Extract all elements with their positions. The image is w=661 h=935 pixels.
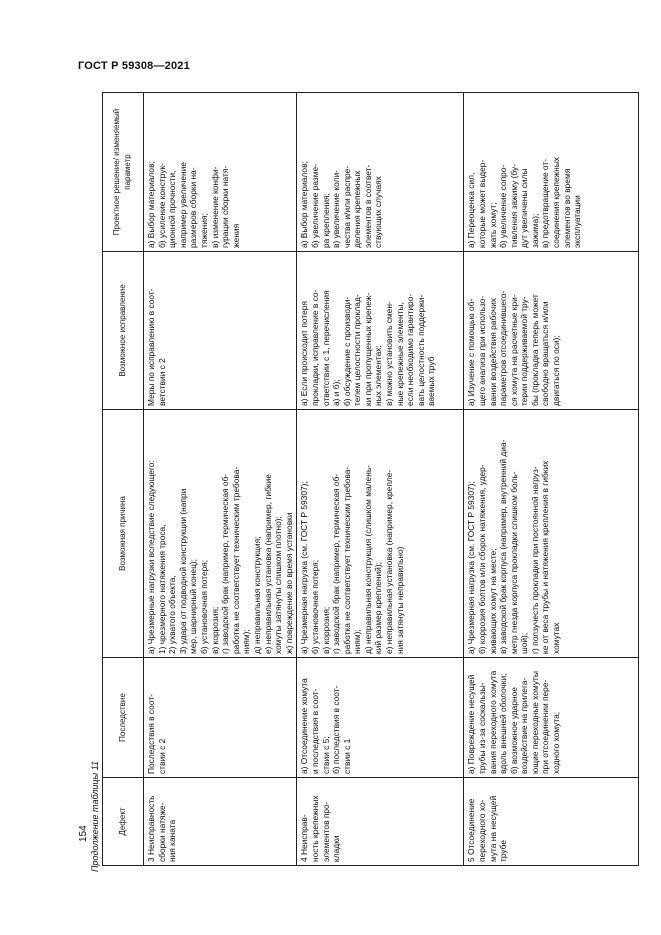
cell-text-line: терии поддерживаемой тру- [519,296,530,406]
cell-text-line: г) заводской брак (например, термическая об- [331,473,342,654]
column-header-consequence: Последствие [103,658,144,778]
cell-text-line: б) увеличение разме- [309,164,320,248]
cell-text-line: работка не соответствует техническим требова- [341,466,352,654]
cell-text-line: зажима); [529,213,540,248]
table-row [144,93,297,866]
cell-text-line: в) заводской брак корпуса (например, внутренний диа- [498,439,509,654]
cell-text-line: шой); [519,632,530,654]
cell-text-line: а) Отсоединение хомута [299,678,310,774]
cell-text-line: хомутах [551,622,562,654]
cell-text-line: живающих хомут на месте; [487,548,498,654]
cell-text-line: Меры по исправлению в соот- [146,288,156,406]
table-11-continuation [102,92,639,866]
cell-text-line: а) Повреждение несущей [466,674,477,774]
cause-cell [144,410,297,658]
cell-text-line: соединения крепежных [551,157,562,248]
cell-text-line: д) неправильная конструкция; [251,536,262,654]
cell-text-line: элементов в соответ- [362,164,373,248]
document-header: ГОСТ Р 59308—2021 [78,60,190,72]
cell-text-line: Последствия в соот- [146,694,156,774]
table-row [297,93,464,866]
cell-text-line: г) ползучесть прокладки при постоянной нагруз- [529,466,540,654]
cell-text-line: хомуты затянуты слишком плотно); [273,516,284,654]
cell-text-line: прокладки, исправление в со- [309,289,320,406]
cell-text-line: а) Чрезмерные нагрузки вследствие следующего: [146,460,156,654]
cell-text-line: ра крепления; [320,193,331,248]
cell-text-line: 2) ухватого объекта, [167,575,178,654]
cell-text-line: ходного хомута; [551,711,562,774]
cell-text-line: а) Если происходит потеря [299,301,310,406]
cell-text-line: д) неправильная конструкция (слишком малень- [362,465,373,654]
column-header-defect: Дефект [103,778,144,866]
cell-text-line: а) и б); [331,379,342,406]
fix-cell [144,252,297,410]
cell-text-line: кладки [331,835,342,862]
consequence-cell [144,658,297,778]
cell-text-line: ствии с 1 [341,738,352,774]
cell-text-line: вания переходного хомута [487,670,498,774]
cell-text-line: е) неправильная установка (например, гибкие [262,474,273,654]
defect-cell [297,778,464,866]
table-continuation-caption: Продолжение таблицы 11 [90,760,100,872]
cell-text-line: вании воздействия рабочих [487,298,498,406]
cell-text-line: телем целостности проклад- [352,294,363,406]
cell-text-line: ж) повреждение во время установки [283,512,294,654]
cell-text-line: мута на несущей [487,795,498,862]
cell-text-line: ке от веса трубы и натяжения крепления в гибких [540,460,551,654]
design-cell [297,93,464,252]
cell-text-line: б) усиление конструк- [156,163,167,248]
cell-text-line: ниям); [352,629,363,654]
cell-text-line: б) установочная потеря; [309,559,320,654]
cell-text-line: щего анализа при использо- [476,295,487,406]
cell-text-line: а) Выбор материалов; [146,161,156,248]
cell-text-line: в) предотвращение от- [540,158,551,248]
cell-text-line: эксплуатации [572,195,583,248]
cell-text-line: размеров сборки на- [188,167,199,248]
cell-text-line: воздействие на прилега- [519,677,530,774]
cell-text-line: бы (прокладка теперь может [529,294,540,406]
cell-text-line: параметров отсоединившего- [498,290,509,406]
cell-text-line: трубе [498,839,509,862]
cause-cell [464,410,639,658]
cell-text-line: ветствии с 2 [156,358,167,406]
design-cell [144,93,297,252]
fix-cell [464,252,639,410]
cell-text-line: ниям); [241,629,252,654]
cell-text-line: ваемых труб [426,356,437,406]
cell-text-line: ния затянуты неправильно) [394,546,405,654]
cell-text-line: в) можно установить смен- [384,301,395,406]
design-cell [464,93,639,252]
cell-text-line: ся хомута на расчетные кри- [508,294,519,406]
table-row [464,93,639,866]
cell-text-line: двигаться по оси); [551,335,562,406]
cell-text-line: ность крепежных [309,795,320,862]
cell-text-line: а) Переоценка сил, [466,172,477,248]
cell-text-line: если необходимо гарантиро- [405,293,416,406]
cell-text-line: г) заводской брак (например, термическая об- [220,473,231,654]
cell-text-line: 3) удара от подводной конструкции (напри [177,488,188,654]
cell-text-line: ки при пропущенных крепеж- [362,292,373,406]
cell-text-line: кий размер креплений); [373,562,384,654]
defect-cell [144,778,297,866]
cell-text-line: тивления зажиму (бу- [508,163,519,248]
cell-text-line: гурации сборки натя- [220,165,231,248]
cell-text-line: при отсоединении пере- [540,679,551,774]
cell-text-line: трубы из-за соскальзы- [476,682,487,774]
cell-text-line: мер, шарнирный конец); [188,559,199,654]
column-header-design: Проектное решение/ изменяемый параметр [103,93,144,252]
cell-text-line: а) Изучение с помощью об- [466,298,477,406]
cell-text-line: например увеличение [177,161,188,248]
cell-text-line: деления крепежных [352,170,363,248]
cell-text-line: б) установочная потеря; [198,559,209,654]
cell-text-line: ционной прочности, [167,170,178,248]
cell-text-line: переходного хо- [476,799,487,862]
cell-text-line: б) обсуждение с производи- [341,296,352,406]
cell-text-line: ствии с 2 [156,738,167,774]
cell-text-line: б) последствия в соот- [331,685,342,774]
cell-text-line: вдоль внешней оболочки; [498,673,509,774]
cell-text-line: б) возможное ударное [508,687,519,774]
table-header-row [103,93,144,866]
cell-text-line: дут увеличены силы [519,168,530,248]
cell-text-line: ствующих случаях [373,176,384,248]
cell-text-line: 4 Неисправ- [299,814,310,862]
cell-text-line: б) увеличение сопро- [498,164,509,248]
cell-text-line: ные крепежные элементы, [394,302,405,406]
cell-text-line: свободно вращаться и/или [540,301,551,406]
consequence-cell [297,658,464,778]
page-number: 154 [78,825,89,842]
cell-text-line: элементов про- [320,801,331,862]
cell-text-line: 3 Неисправность [146,795,156,862]
column-header-fix: Возможное исправление [103,252,144,410]
cell-text-line: ния каната [167,819,178,862]
cell-text-line: ствии с 5; [320,736,331,774]
cell-text-line: в) изменение конфи- [209,166,220,248]
cell-text-line: а) Чрезмерная нагрузка (см. ГОСТ Р 59307); [466,481,477,654]
defect-cell [464,778,639,866]
cell-text-line: ных элементах; [373,345,384,406]
cell-text-line: ющие переходные хомуты [529,671,540,774]
cell-text-line: а) Чрезмерная нагрузка (см. ГОСТ Р 59307); [299,481,310,654]
cell-text-line: б) коррозия болтов или сборок натяжения, удер- [476,464,487,654]
cause-cell [297,410,464,658]
cell-text-line: е) неправильная установка (например, крепле- [384,469,395,654]
cell-text-line: 5 Отсоединение [466,798,477,862]
consequence-cell [464,658,639,778]
fix-cell [297,252,464,410]
cell-text-line: 1) чрезмерного натяжения троса, [156,524,167,654]
cell-text-line: ответствии с 1, перечисления [320,290,331,406]
rotated-table-container [102,93,625,866]
cell-text-line: в) коррозия; [209,606,220,654]
cell-text-line: метр гнезда корпуса прокладки слишком боль- [508,471,519,654]
cell-text-line: работка не соответствует техническим требова- [230,466,241,654]
cell-text-line: а) Выбор материалов; [299,161,310,248]
cell-text-line: тяжения; [198,213,209,248]
cell-text-line: элементов во время [561,168,572,248]
cell-text-line: чества и/или распре- [341,165,352,248]
cell-text-line: жать хомут; [487,202,498,248]
cell-text-line: в) коррозия; [320,606,331,654]
cell-text-line: вать целостность поддержи- [415,294,426,406]
cell-text-line: и последствия в соот- [309,688,320,774]
cell-text-line: жения [230,223,241,248]
cell-text-line: которые может выдер- [476,159,487,248]
cell-text-line: сборки натяже- [156,802,167,862]
cell-text-line: в) увеличение коли- [331,170,342,248]
column-header-cause: Возможная причина [103,410,144,658]
